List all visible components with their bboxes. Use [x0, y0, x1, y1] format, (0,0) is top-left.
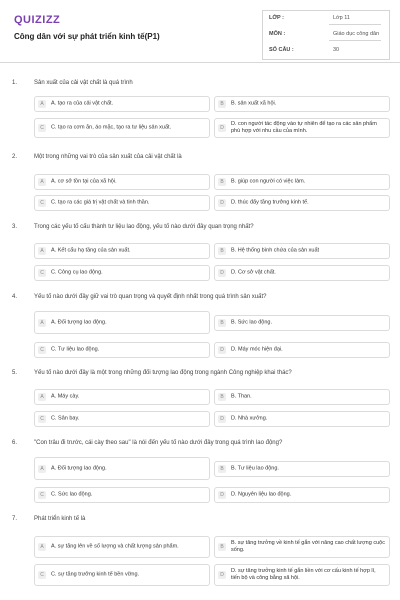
info-label: SỐ CÂU : — [269, 47, 294, 53]
option-letter-badge: A — [38, 247, 46, 255]
option-letter-badge: A — [38, 100, 46, 108]
option-d[interactable] — [214, 564, 390, 586]
option-a[interactable] — [34, 96, 210, 112]
option-c[interactable] — [34, 195, 210, 211]
option-b[interactable] — [214, 174, 390, 190]
option-d[interactable] — [214, 195, 390, 211]
option-letter-badge: B — [218, 543, 226, 551]
option-letter-badge: C — [38, 269, 46, 277]
question-1 — [0, 80, 400, 142]
quizizz-logo: QUIZIZZ — [14, 14, 61, 26]
info-value: Lớp 11 — [333, 15, 350, 21]
question-3 — [0, 224, 400, 282]
option-letter-badge: C — [38, 415, 46, 423]
option-text: B. sản xuất xã hội. — [231, 100, 277, 107]
option-letter-badge: B — [218, 178, 226, 186]
option-letter-badge: D — [218, 269, 226, 277]
question-5 — [0, 370, 400, 430]
option-letter-badge: A — [38, 543, 46, 551]
option-b[interactable] — [214, 96, 390, 112]
question-text: Một trong những vai trò của sản xuất của cải vật chất là — [34, 154, 182, 160]
option-letter-badge: B — [218, 393, 226, 401]
info-row-subject — [263, 27, 389, 43]
question-text: Phát triển kinh tế là — [34, 516, 86, 522]
question-text: Yếu tố nào dưới đây giữ vai trò quan trọng và quyết định nhất trong quá trình sản xuất? — [34, 294, 267, 300]
option-text: C. Sân bay. — [51, 415, 80, 422]
info-label: MÔN : — [269, 31, 286, 37]
option-a[interactable] — [34, 536, 210, 558]
option-text: C. tạo ra cơm ăn, áo mặc, tạo ra tư liệu sản xuất. — [51, 124, 172, 131]
option-text: A. Kết cấu hạ tầng của sản xuất. — [51, 247, 131, 254]
option-text: B. Than. — [231, 393, 252, 400]
option-letter-badge: A — [38, 393, 46, 401]
option-c[interactable] — [34, 118, 210, 138]
option-b[interactable] — [214, 389, 390, 405]
option-c[interactable] — [34, 564, 210, 586]
option-d[interactable] — [214, 487, 390, 503]
option-letter-badge: C — [38, 571, 46, 579]
option-text: C. tạo ra các giá trị vật chất và tinh thần. — [51, 199, 150, 206]
info-row-class — [263, 11, 389, 27]
option-text: A. Đối tượng lao động. — [51, 319, 107, 325]
option-letter-badge: C — [38, 124, 46, 132]
question-2 — [0, 154, 400, 212]
info-label: LỚP : — [269, 15, 284, 21]
option-letter-badge: D — [218, 415, 226, 423]
option-text: B. Hệ thống bình chứa của sản xuất — [231, 247, 320, 254]
option-letter-badge: A — [38, 178, 46, 186]
option-text: B. giúp con người có việc làm. — [231, 178, 306, 185]
info-box — [262, 10, 390, 60]
option-letter-badge: D — [218, 124, 226, 132]
option-letter-badge: D — [218, 571, 226, 579]
option-b[interactable] — [214, 461, 390, 477]
option-d[interactable] — [214, 118, 390, 138]
option-c[interactable] — [34, 265, 210, 281]
option-letter-badge: B — [218, 319, 226, 327]
option-letter-badge: C — [38, 491, 46, 499]
option-a[interactable] — [34, 174, 210, 190]
option-text: D. Nguyên liệu lao động. — [231, 491, 292, 498]
question-number: 2. — [12, 154, 18, 160]
option-text: D. thúc đẩy tăng trưởng kinh tế. — [231, 199, 309, 206]
option-text: C. Công cụ lao động. — [51, 269, 103, 276]
question-text: "Con trâu đi trước, cái cày theo sau" là nói đến yếu tố nào dưới đây trong quá trình lao động? — [34, 440, 283, 446]
option-a[interactable] — [34, 457, 210, 480]
option-text: D. Nhà xưởng. — [231, 415, 268, 422]
worksheet-header — [0, 0, 400, 63]
info-row-count — [263, 43, 389, 59]
info-underline — [329, 24, 381, 25]
question-text: Sản xuất của cải vật chất là quá trình — [34, 80, 133, 86]
option-text: A. sự tăng lên về số lượng và chất lượng sản phẩm. — [51, 543, 179, 550]
option-c[interactable] — [34, 411, 210, 427]
option-text: D. sự tăng trưởng kinh tế gắn liền với cơ cấu kinh tế hợp lí, tiến bộ và công bằng xã hội. — [231, 568, 376, 581]
option-letter-badge: A — [38, 319, 46, 327]
option-c[interactable] — [34, 487, 210, 503]
option-text: C. Sức lao động. — [51, 491, 93, 498]
question-number: 5. — [12, 370, 18, 376]
question-number: 7. — [12, 516, 18, 522]
option-text: A. tạo ra của cải vật chất. — [51, 100, 114, 107]
option-c[interactable] — [34, 342, 210, 358]
option-b[interactable] — [214, 536, 390, 558]
option-d[interactable] — [214, 411, 390, 427]
option-letter-badge: D — [218, 491, 226, 499]
option-text: B. Sức lao động. — [231, 319, 272, 326]
info-value: 30 — [333, 47, 340, 53]
info-underline — [329, 40, 381, 41]
option-b[interactable] — [214, 243, 390, 259]
info-value: Giáo dục công dân — [333, 31, 380, 37]
option-text: A. Đối tượng lao động. — [51, 465, 107, 471]
option-text: A. cơ sở tồn tại của xã hội. — [51, 178, 117, 185]
question-4 — [0, 294, 400, 360]
option-text: A. Máy cày. — [51, 393, 80, 400]
question-number: 1. — [12, 80, 18, 86]
question-6 — [0, 440, 400, 506]
option-letter-badge: B — [218, 100, 226, 108]
option-letter-badge: D — [218, 346, 226, 354]
question-text: Trong các yếu tố cấu thành tư liệu lao động, yếu tố nào dưới đây quan trọng nhất? — [34, 224, 254, 230]
worksheet-title: Công dân với sự phát triển kinh tế(P1) — [14, 32, 160, 41]
option-a[interactable] — [34, 311, 210, 334]
option-a[interactable] — [34, 389, 210, 405]
option-letter-badge: A — [38, 465, 46, 473]
question-number: 6. — [12, 440, 18, 446]
option-text: B. sự tăng trưởng về kinh tế gắn với nâng cao chất lượng cuộc sống. — [231, 540, 385, 553]
option-text: C. Tư liệu lao động. — [51, 346, 100, 353]
option-a[interactable] — [34, 243, 210, 259]
question-number: 3. — [12, 224, 18, 230]
question-text: Yếu tố nào dưới đây là một trong những đối tượng lao động trong ngành Công nghiệp khai thác? — [34, 370, 292, 376]
option-letter-badge: C — [38, 346, 46, 354]
option-d[interactable] — [214, 342, 390, 358]
question-7 — [0, 516, 400, 596]
option-d[interactable] — [214, 265, 390, 281]
option-text: D. Máy móc hiện đại. — [231, 346, 283, 353]
option-letter-badge: B — [218, 247, 226, 255]
option-letter-badge: B — [218, 465, 226, 473]
option-text: B. Tư liệu lao động. — [231, 465, 279, 472]
question-number: 4. — [12, 294, 18, 300]
option-text: C. sự tăng trưởng kinh tế bền vững. — [51, 571, 140, 578]
option-letter-badge: D — [218, 199, 226, 207]
option-letter-badge: C — [38, 199, 46, 207]
option-b[interactable] — [214, 315, 390, 331]
option-text: D. con người tác động vào tự nhiên để tạo ra các sản phẩm phù hợp với nhu cầu của mình. — [231, 121, 377, 134]
option-text: D. Cơ sở vật chất. — [231, 269, 276, 276]
